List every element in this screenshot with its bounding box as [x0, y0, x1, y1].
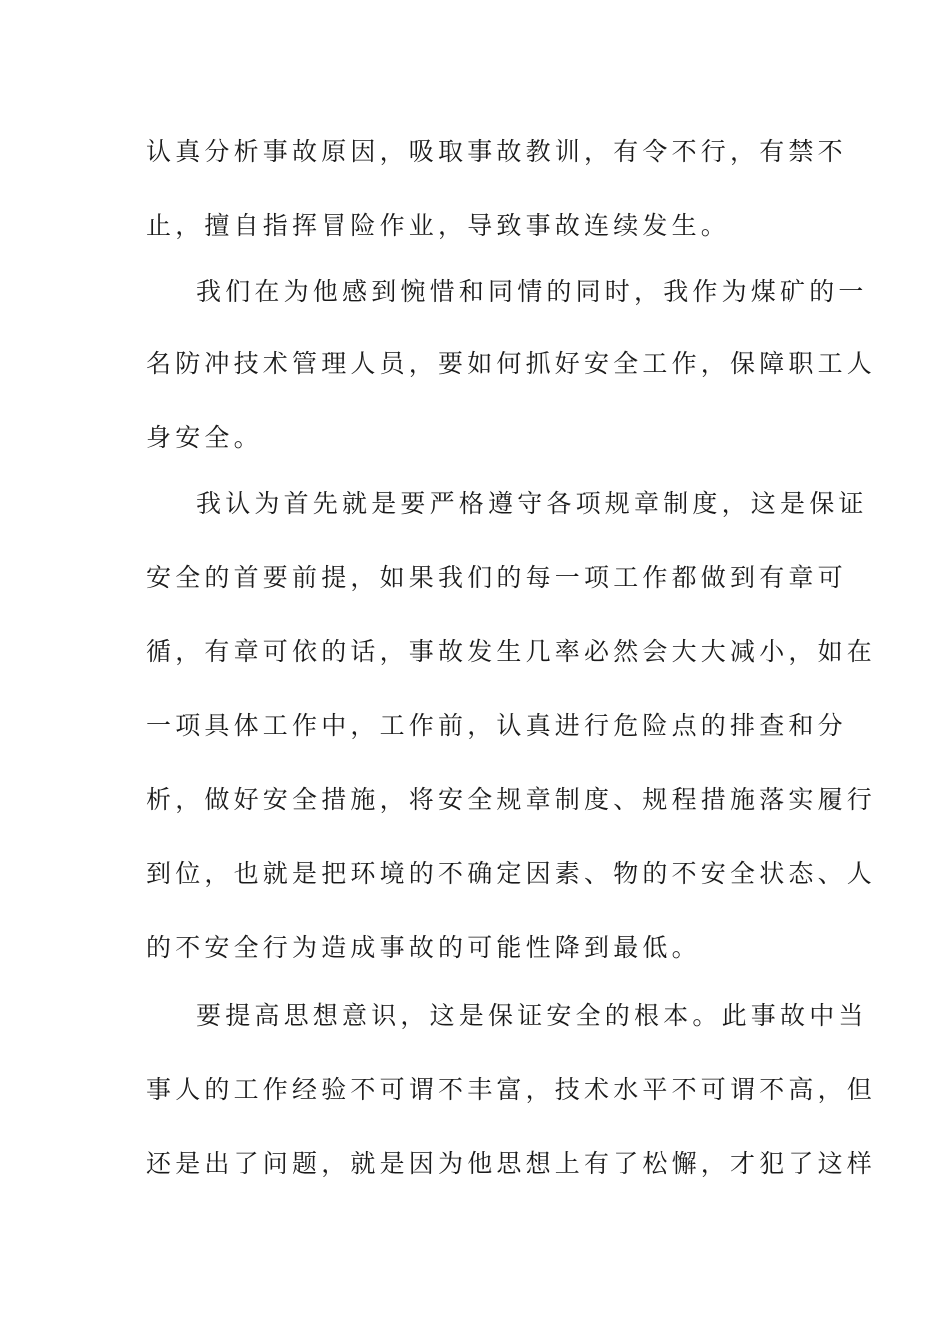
text-line: 认真分析事故原因，吸取事故教训，有令不行，有禁不: [146, 137, 847, 166]
text-line: 到位，也就是把环境的不确定因素、物的不安全状态、人: [146, 859, 877, 888]
paragraph-first-line: 要提高思想意识，这是保证安全的根本。此事故中当: [196, 1001, 868, 1030]
paragraph-first-line: 我认为首先就是要严格遵守各项规章制度，这是保证: [196, 489, 868, 518]
text-line: 的不安全行为造成事故的可能性降到最低。: [146, 933, 701, 962]
text-line: 身安全。: [146, 423, 263, 452]
text-line: 安全的首要前提，如果我们的每一项工作都做到有章可: [146, 563, 847, 592]
text-line: 析，做好安全措施，将安全规章制度、规程措施落实履行: [146, 785, 877, 814]
text-line: 循，有章可依的话，事故发生几率必然会大大减小，如在: [146, 637, 877, 666]
text-line: 名防冲技术管理人员，要如何抓好安全工作，保障职工人: [146, 349, 877, 378]
text-line: 还是出了问题，就是因为他思想上有了松懈，才犯了这样: [146, 1149, 877, 1178]
text-line: 事人的工作经验不可谓不丰富，技术水平不可谓不高，但: [146, 1075, 877, 1104]
text-line: 一项具体工作中，工作前，认真进行危险点的排查和分: [146, 711, 847, 740]
text-line: 止，擅自指挥冒险作业，导致事故连续发生。: [146, 211, 731, 240]
paragraph-first-line: 我们在为他感到惋惜和同情的同时，我作为煤矿的一: [196, 277, 868, 306]
